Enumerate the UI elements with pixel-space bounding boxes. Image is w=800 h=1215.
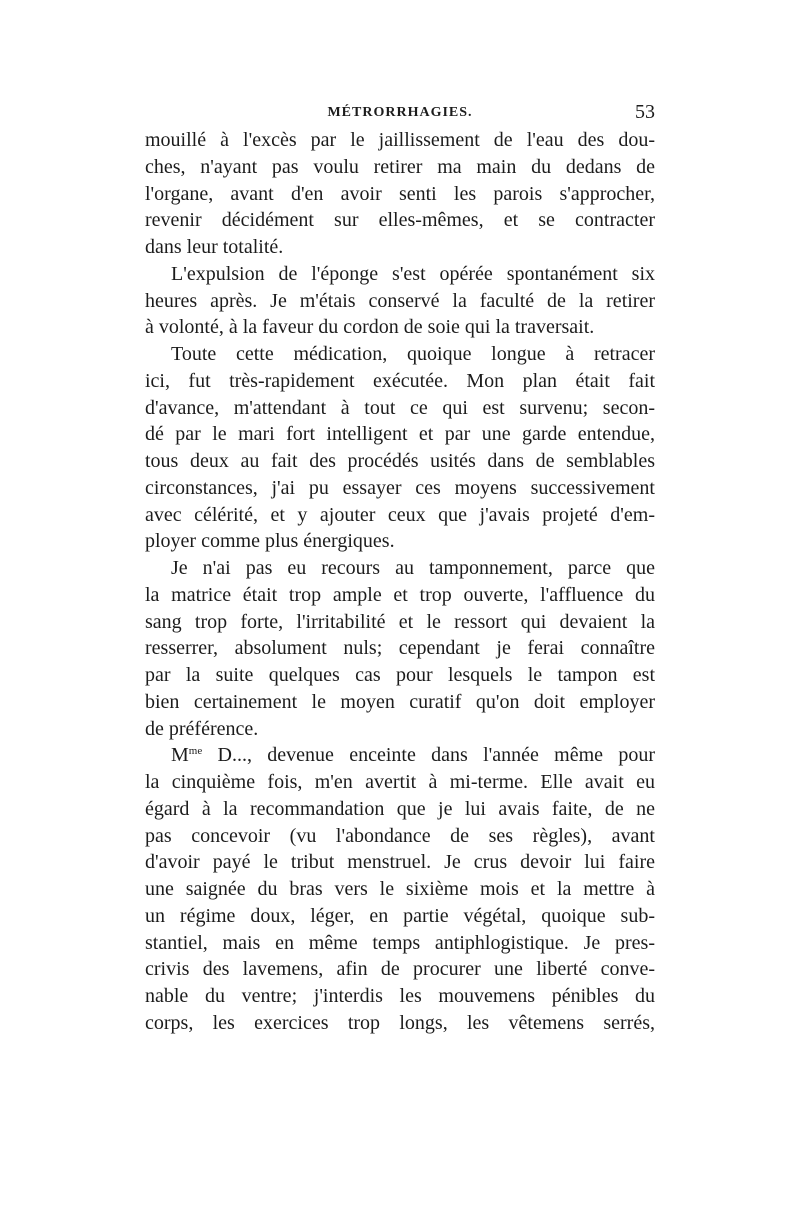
text-line: un régime doux, léger, en partie végétal, quoique sub- — [145, 904, 655, 927]
page-number: 53 — [635, 101, 655, 123]
text-line — [145, 742, 655, 769]
text-line: avec célérité, et y ajouter ceux que j'avais projeté d'em- — [145, 503, 655, 526]
text-line: Je n'ai pas eu recours au tamponnement, parce que — [171, 557, 655, 579]
text-line: à volonté, à la faveur du cordon de soie qui la traversait. — [145, 316, 595, 339]
text-line: ployer comme plus énergiques. — [145, 530, 395, 553]
honorific: $M^{me}$ — [171, 744, 203, 767]
honorific-superscript: me — [188, 745, 203, 758]
text-line: égard à la recommandation que je lui avais faite, de ne — [145, 797, 655, 820]
text-line: revenir décidément sur elles-mêmes, et se contracter — [145, 209, 655, 232]
body-text — [145, 127, 655, 1037]
text-line: mouillé à l'excès par le jaillissement de l'eau des dou- — [145, 129, 655, 151]
text-line: tous deux au fait des procédés usités dans de semblables — [145, 450, 655, 472]
text-line: de préférence. — [145, 717, 259, 740]
text-line: dé par le mari fort intelligent et par une garde entendue, — [145, 423, 655, 446]
text-line: stantiel, mais en même temps antiphlogistique. Je pres- — [145, 931, 655, 954]
text-line: l'organe, avant d'en avoir senti les parois s'approcher, — [145, 182, 655, 205]
text-line: heures après. Je m'étais conservé la faculté de la retirer — [145, 289, 655, 312]
text-line: resserrer, absolument nuls; cependant je ferai connaître — [145, 637, 655, 660]
text-line: Toute cette médication, quoique longue à retracer — [171, 343, 655, 365]
text-line: ici, fut très-rapidement exécutée. Mon plan était fait — [145, 369, 655, 392]
running-head — [145, 101, 655, 125]
running-title: MÉTRORRHAGIES. — [327, 105, 473, 120]
text-line: nable du ventre; j'interdis les mouvemens pénibles du — [145, 985, 655, 1007]
text-line: la matrice était trop ample et trop ouverte, l'affluence du — [145, 583, 655, 606]
text-line: corps, les exercices trop longs, les vêtemens serrés, — [145, 1011, 655, 1034]
text-line: bien certainement le moyen curatif qu'on doit employer — [145, 690, 655, 713]
text-line: crivis des lavemens, afin de procurer une liberté conve- — [145, 958, 655, 981]
text-line: L'expulsion de l'éponge s'est opérée spontanément six — [171, 262, 655, 285]
text-line: d'avoir payé le tribut menstruel. Je crus devoir lui faire — [145, 851, 655, 874]
text-line-content: D..., devenue enceinte dans l'année même pour — [217, 744, 655, 767]
text-line: circonstances, j'ai pu essayer ces moyens successivement — [145, 476, 655, 499]
text-line: la cinquième fois, m'en avertit à mi-terme. Elle avait eu — [145, 771, 655, 793]
text-line: d'avance, m'attendant à tout ce qui est survenu; secon- — [145, 396, 655, 419]
text-line: ches, n'ayant pas voulu retirer ma main du dedans de — [145, 155, 655, 178]
text-line: dans leur totalité. — [145, 236, 284, 258]
text-line: sang trop forte, l'irritabilité et le ressort qui devaient la — [145, 610, 655, 633]
text-line: une saignée du bras vers le sixième mois et la mettre à — [145, 878, 655, 900]
text-line: par la suite quelques cas pour lesquels le tampon est — [145, 664, 655, 686]
text-line: pas concevoir (vu l'abondance de ses règles), avant — [145, 824, 655, 847]
